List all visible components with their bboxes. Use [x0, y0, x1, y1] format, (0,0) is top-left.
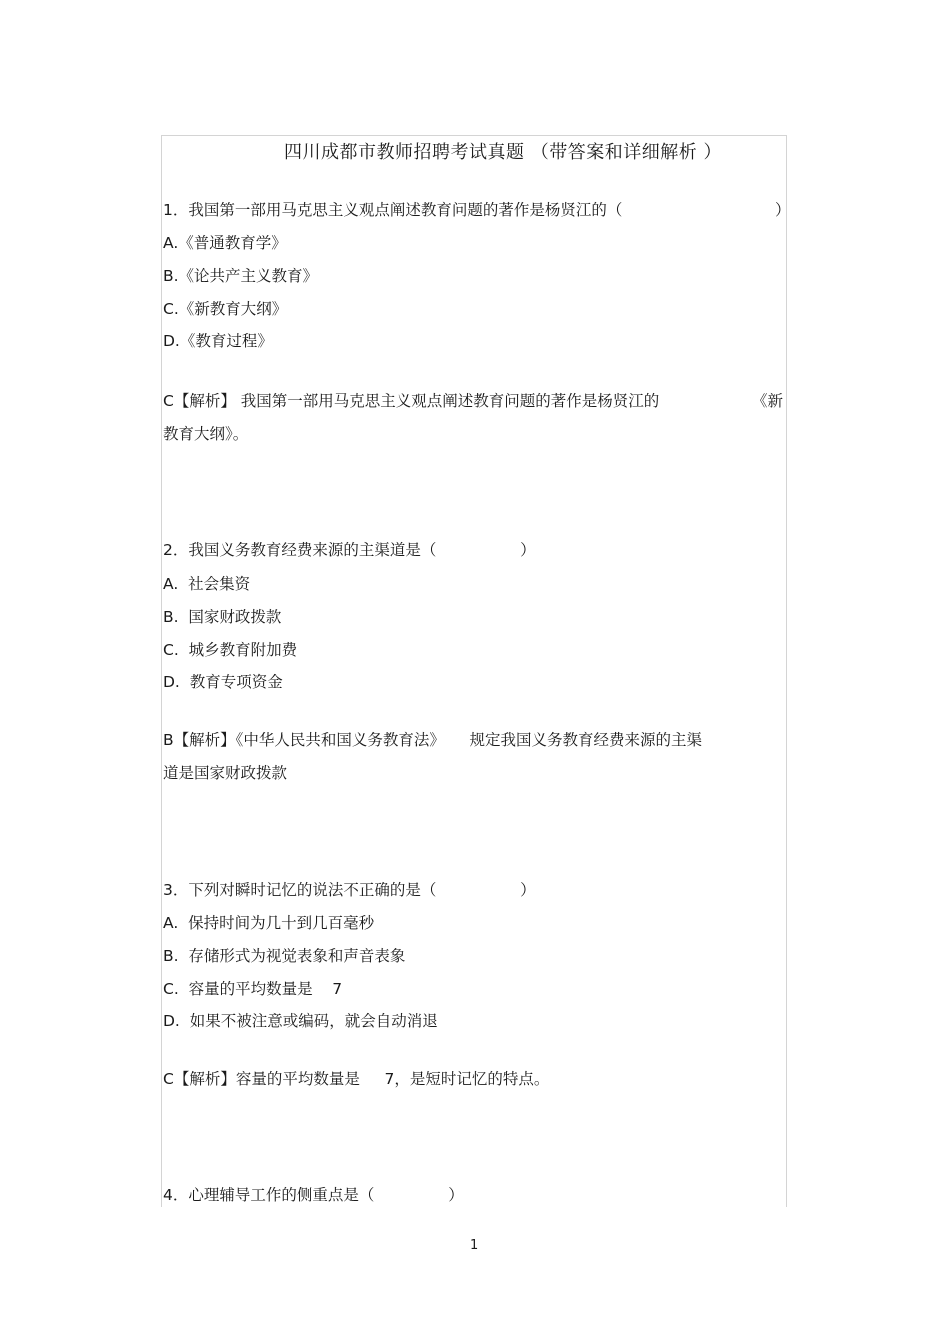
question-4-stem: 4．心理辅导工作的侧重点是（ ）	[163, 1186, 464, 1204]
page-number: 1	[470, 1238, 479, 1253]
question-3-analysis: C【解析】容量的平均数量是 7，是短时记忆的特点。	[163, 1070, 550, 1088]
question-2-option-d: D. 教育专项资金	[163, 673, 283, 691]
question-2-stem: 2．我国义务教育经费来源的主渠道是（ ）	[163, 541, 536, 559]
question-3-option-d: D. 如果不被注意或编码，就会自动消退	[163, 1012, 438, 1030]
question-3-stem: 3．下列对瞬时记忆的说法不正确的是（ ）	[163, 881, 536, 899]
question-1-analysis-cont: 教育大纲》。	[163, 425, 249, 443]
question-2-option-b: B. 国家财政拨款	[163, 608, 282, 626]
question-1-stem: 1．我国第一部用马克思主义观点阐述教育问题的著作是杨贤江的（	[163, 201, 623, 219]
question-3-option-a: A. 保持时间为几十到几百毫秒	[163, 914, 375, 932]
question-1-stem-close: ）	[775, 201, 791, 219]
question-3-option-c: C. 容量的平均数量是 7	[163, 980, 343, 998]
question-1-analysis-tail: 《新	[752, 392, 784, 410]
question-2-option-a: A. 社会集资	[163, 575, 251, 593]
question-3-option-b: B. 存储形式为视觉表象和声音表象	[163, 947, 406, 965]
question-1-option-c: C.《新教育大纲》	[163, 300, 288, 318]
document-title: 四川成都市教师招聘考试真题 （带答案和详细解析 ）	[284, 142, 722, 163]
question-2-analysis: B【解析】《中华人民共和国义务教育法》 规定我国义务教育经费来源的主渠	[163, 731, 703, 749]
question-1-analysis: C【解析】 我国第一部用马克思主义观点阐述教育问题的著作是杨贤江的	[163, 392, 660, 410]
question-1-option-d: D.《教育过程》	[163, 332, 273, 350]
question-1-option-a: A.《普通教育学》	[163, 234, 287, 252]
question-2-option-c: C. 城乡教育附加费	[163, 641, 298, 659]
question-2-analysis-cont: 道是国家财政拨款	[163, 764, 288, 782]
question-1-option-b: B.《论共产主义教育》	[163, 267, 319, 285]
